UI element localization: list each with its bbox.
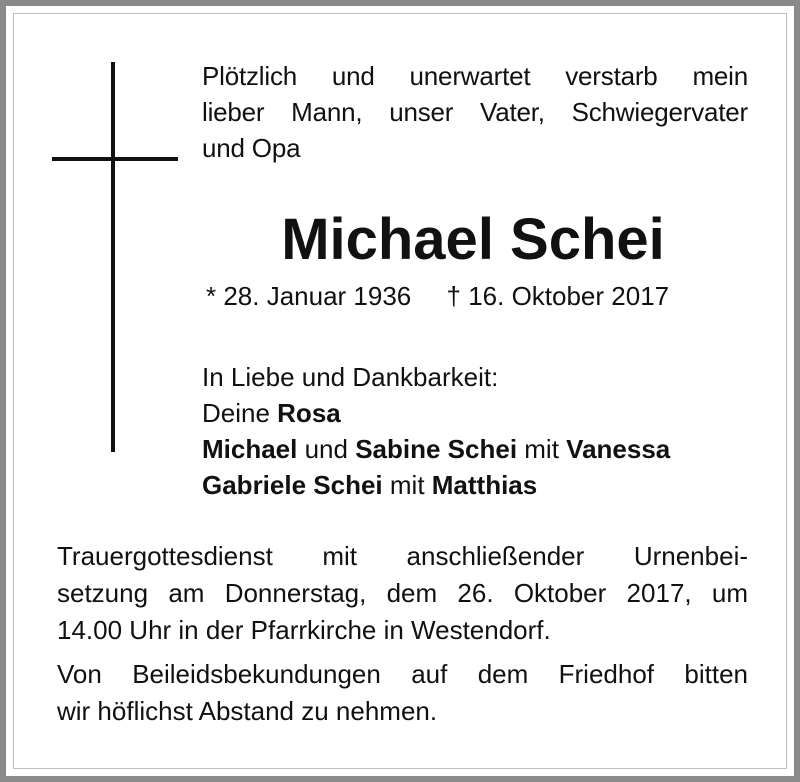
mourners-list [202,359,762,503]
mourner-line-1 [202,395,762,431]
service-line-2: setzung am Donnerstag, dem 26. Oktober 2017, um [57,578,748,608]
death-date: † 16. Oktober 2017 [446,281,670,311]
condolence-request [57,656,748,730]
intro-line-1: Plötzlich und unerwartet verstarb mein [202,61,748,91]
mourner-name: Rosa [277,398,341,428]
birth-date: * 28. Januar 1936 [206,281,412,311]
mourner-line-3 [202,467,762,503]
cross-icon-horizontal-bar [52,157,178,161]
intro-line-3: und Opa [202,133,301,163]
intro-line-2: lieber Mann, unser Vater, Schwiegervater [202,97,748,127]
mourner-connector: mit [517,434,567,464]
service-line-3: 14.00 Uhr in der Pfarrkirche in Westendorf. [57,615,551,645]
mourner-connector: mit [382,470,432,500]
mourner-name: Matthias [431,470,538,500]
mourner-name: Vanessa [566,434,671,464]
mourner-line-2 [202,431,762,467]
mourner-name: Michael [202,434,298,464]
mourner-name: Gabriele Schei [202,470,383,500]
request-line-1: Von Beileidsbekundungen auf dem Friedhof bitten [57,659,748,689]
mourner-prefix: Deine [202,398,278,428]
mourners-heading: In Liebe und Dankbarkeit: [202,362,499,392]
mourner-name: Sabine Schei [355,434,518,464]
service-line-1: Trauergottesdienst mit anschließender Urnenbei- [57,541,748,571]
cross-icon-vertical-bar [111,62,115,452]
life-dates [206,279,746,313]
funeral-service-info [57,538,748,649]
intro-text [202,58,748,166]
request-line-2: wir höflichst Abstand zu nehmen. [57,696,438,726]
deceased-name: Michael Schei [281,207,665,272]
mourner-connector: und [297,434,356,464]
